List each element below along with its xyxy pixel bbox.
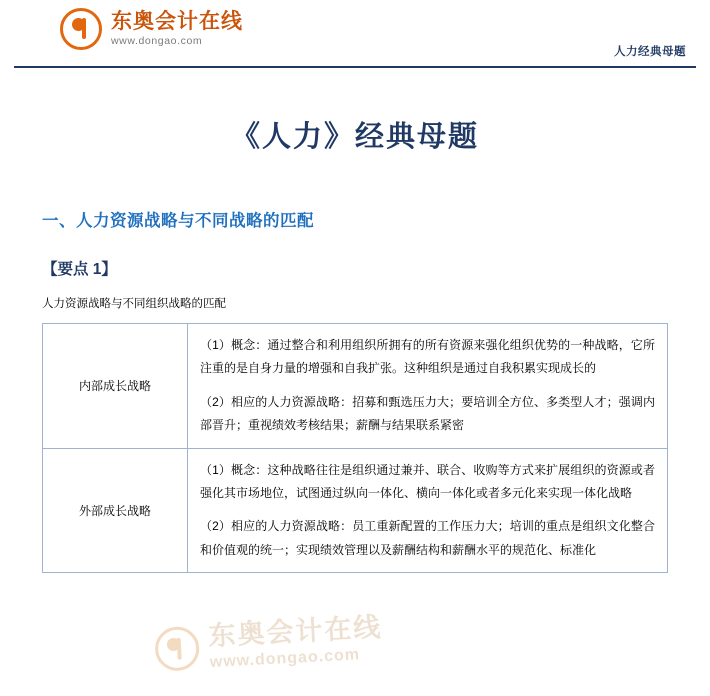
watermark-text-block bbox=[208, 613, 384, 671]
row-label: 外部成长战略 bbox=[43, 448, 188, 573]
row-paragraph: （2）相应的人力资源战略：员工重新配置的工作压力大；培训的重点是组织文化整合和价值观的统一；实现绩效管理以及薪酬结构和薪酬水平的规范化、标准化 bbox=[200, 519, 655, 557]
watermark-logo-icon bbox=[154, 625, 200, 671]
table-row bbox=[43, 448, 668, 573]
document-body bbox=[0, 114, 710, 671]
watermark bbox=[154, 613, 384, 674]
section-heading: 一、人力资源战略与不同战略的匹配 bbox=[42, 212, 314, 230]
row-paragraph: （2）相应的人力资源战略：招募和甄选压力大；要培训全方位、多类型人才；强调内部晋升；重视绩效考核结果；薪酬与结果联系紧密 bbox=[200, 394, 655, 433]
table-row bbox=[43, 324, 668, 449]
watermark-subtitle: www.dongao.com bbox=[209, 645, 361, 671]
logo-subtitle: www.dongao.com bbox=[111, 35, 203, 48]
point-heading: 【要点 1】 bbox=[42, 261, 117, 278]
logo-title: 东奥会计在线 bbox=[111, 9, 243, 33]
site-logo bbox=[60, 8, 243, 50]
strategy-table bbox=[42, 323, 668, 573]
row-paragraph: （1）概念：这种战略往往是组织通过兼并、联合、收购等方式来扩展组织的资源或者强化其市场地位，试图通过纵向一体化、横向一体化或者多元化来实现一体化战略 bbox=[200, 462, 655, 500]
header-right-label: 人力经典母题 bbox=[614, 46, 686, 58]
row-paragraph: （1）概念：通过整合和利用组织所拥有的所有资源来强化组织优势的一种战略，它所注重的是自身力量的增强和自我扩张。这种组织是通过自我积累实现成长的 bbox=[200, 338, 655, 376]
row-content bbox=[188, 448, 668, 573]
row-content bbox=[188, 324, 668, 449]
logo-text-block bbox=[111, 11, 243, 47]
dongao-circle-logo-icon bbox=[60, 8, 102, 50]
page-title: 《人力》经典母题 bbox=[230, 121, 479, 153]
row-label: 内部成长战略 bbox=[43, 324, 188, 449]
watermark-title: 东奥会计在线 bbox=[207, 612, 384, 652]
page-header bbox=[14, 0, 696, 68]
sub-caption: 人力资源战略与不同组织战略的匹配 bbox=[42, 298, 226, 310]
